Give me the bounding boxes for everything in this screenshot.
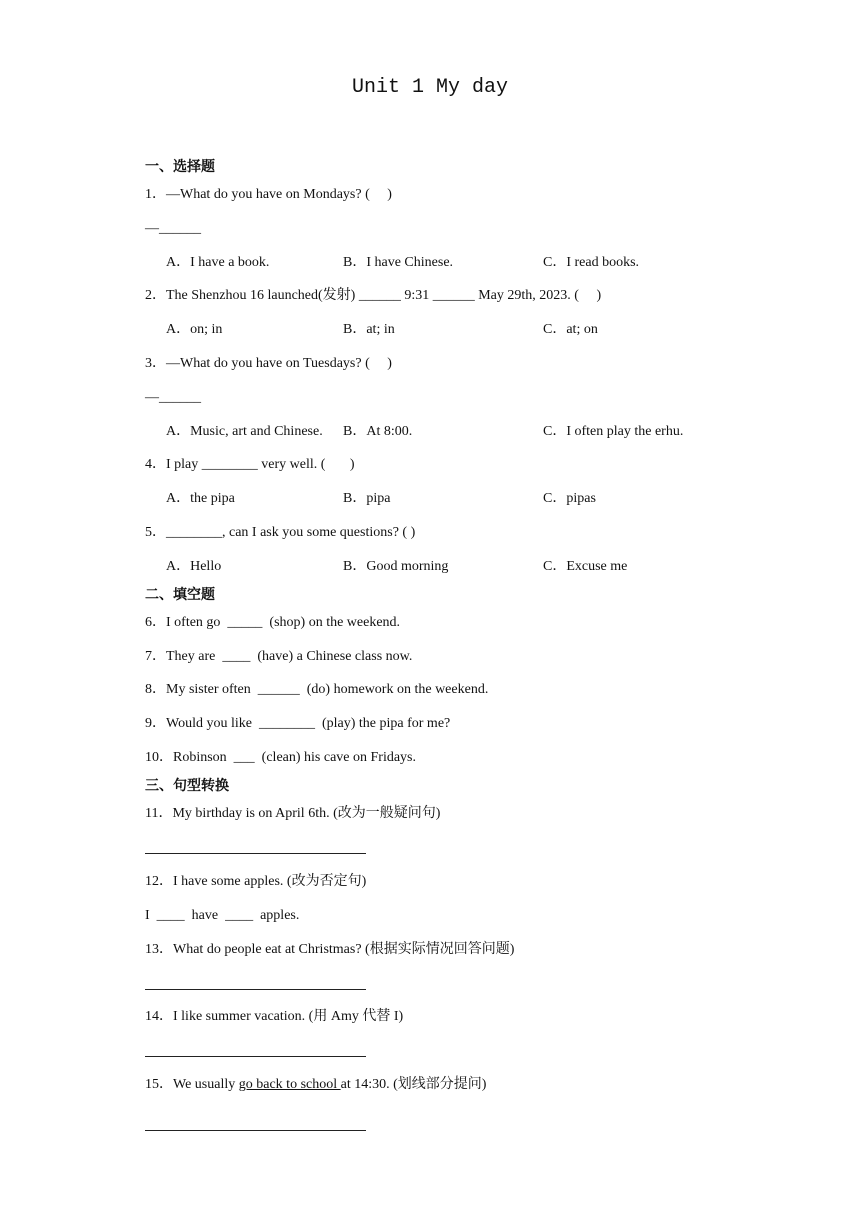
question-5-stem: 5．________, can I ask you some questions? ( ) bbox=[145, 525, 416, 540]
answer-line-11 bbox=[145, 853, 366, 854]
question-12: 12．I have some apples. (改为否定句) bbox=[145, 874, 367, 889]
question-4-stem: 4．I play ________ very well. ( ) bbox=[145, 457, 355, 472]
question-12-answer: I ____ have ____ apples. bbox=[145, 908, 300, 923]
question-3-answer-line: —______ bbox=[145, 390, 201, 405]
question-5-option-a: A．Hello bbox=[166, 559, 222, 574]
question-1-stem: 1．—What do you have on Mondays? ( ) bbox=[145, 187, 392, 202]
section-heading-fill-in: 二、填空题 bbox=[145, 587, 215, 603]
question-3-option-b: B．At 8:00. bbox=[343, 424, 413, 439]
question-15-underlined: go back to school bbox=[238, 1077, 341, 1092]
section-heading-transform: 三、句型转换 bbox=[145, 778, 229, 794]
question-14: 14．I like summer vacation. (用 Amy 代替 I) bbox=[145, 1009, 404, 1024]
question-5-option-b: B．Good morning bbox=[343, 559, 449, 574]
answer-line-15 bbox=[145, 1130, 366, 1131]
question-3-option-c: C．I often play the erhu. bbox=[543, 424, 684, 439]
question-15-suffix: at 14:30. (划线部分提问) bbox=[340, 1077, 487, 1092]
page-title: Unit 1 My day bbox=[351, 76, 509, 99]
question-7: 7．They are ____ (have) a Chinese class now. bbox=[145, 649, 413, 664]
question-15 bbox=[145, 1075, 486, 1095]
question-2-option-b: B．at; in bbox=[343, 322, 395, 337]
question-10: 10．Robinson ___ (clean) his cave on Fridays. bbox=[145, 750, 417, 765]
answer-line-14 bbox=[145, 1056, 366, 1057]
question-3-option-a: A．Music, art and Chinese. bbox=[166, 424, 323, 439]
question-1-option-a: A．I have a book. bbox=[166, 255, 270, 270]
question-15-prefix: 15．We usually bbox=[145, 1077, 239, 1092]
question-11: 11．My birthday is on April 6th. (改为一般疑问句) bbox=[145, 806, 441, 821]
question-1-option-b: B．I have Chinese. bbox=[343, 255, 454, 270]
question-6: 6．I often go _____ (shop) on the weekend. bbox=[145, 615, 401, 630]
question-8: 8．My sister often ______ (do) homework on the weekend. bbox=[145, 682, 489, 697]
question-9: 9．Would you like ________ (play) the pipa for me? bbox=[145, 716, 451, 731]
section-heading-choice: 一、选择题 bbox=[145, 159, 215, 175]
question-4-option-a: A．the pipa bbox=[166, 491, 235, 506]
question-4-option-c: C．pipas bbox=[543, 491, 596, 506]
question-4-option-b: B．pipa bbox=[343, 491, 391, 506]
question-13: 13．What do people eat at Christmas? (根据实际情况回答问题) bbox=[145, 942, 515, 957]
answer-line-13 bbox=[145, 989, 366, 990]
question-2-option-a: A．on; in bbox=[166, 322, 223, 337]
question-2-option-c: C．at; on bbox=[543, 322, 598, 337]
question-5-option-c: C．Excuse me bbox=[543, 559, 628, 574]
question-1-answer-line: —______ bbox=[145, 221, 201, 236]
question-3-stem: 3．—What do you have on Tuesdays? ( ) bbox=[145, 356, 392, 371]
question-1-option-c: C．I read books. bbox=[543, 255, 640, 270]
question-2-stem: 2．The Shenzhou 16 launched(发射) ______ 9:31 ______ May 29th, 2023. ( ) bbox=[145, 288, 602, 303]
